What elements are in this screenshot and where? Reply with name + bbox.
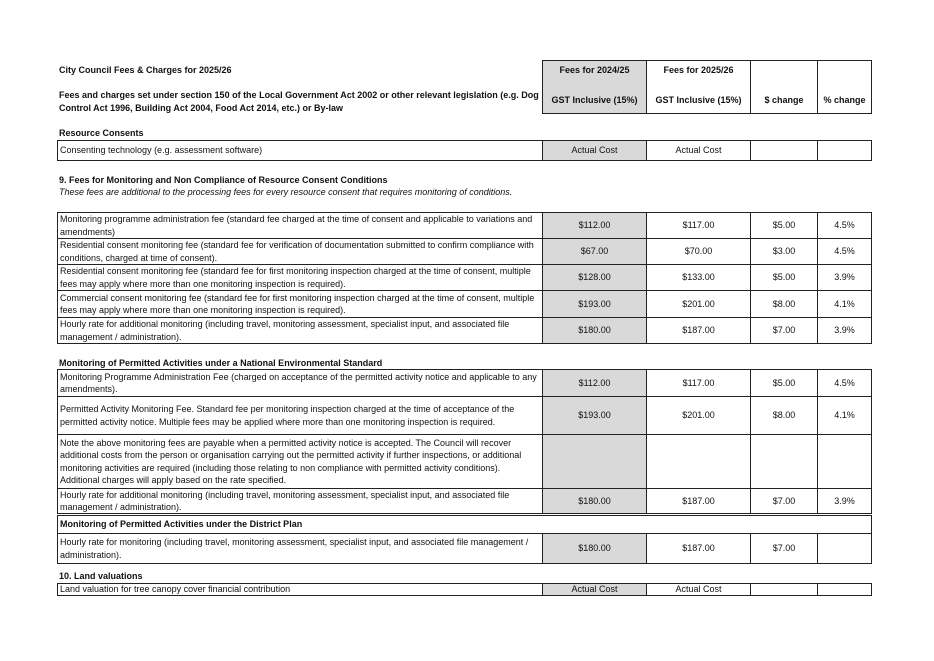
section-note-monitoring: These fees are additional to the processing fees for every resource consent that requires monitoring of conditions. — [59, 187, 513, 197]
cell-new: $133.00 — [646, 264, 751, 291]
cell-pct: 4.1% — [817, 290, 872, 318]
section-heading-nes: Monitoring of Permitted Activities under a National Environmental Standard — [59, 358, 383, 368]
cell-desc: Land valuation for tree canopy cover financial contribution — [57, 583, 543, 596]
cell-desc: Monitoring Programme Administration Fee (charged on acceptance of the permitted activity notice and applicable to any amendments). — [57, 369, 543, 397]
cell-dollar: $8.00 — [750, 396, 818, 435]
cell-pct: 4.5% — [817, 369, 872, 397]
col-header-prev — [542, 60, 647, 114]
cell-dollar: $5.00 — [750, 264, 818, 291]
col-header-pct-change-label: % change — [823, 95, 866, 105]
cell-pct — [817, 533, 872, 564]
cell-desc: Consenting technology (e.g. assessment software) — [57, 140, 543, 161]
cell-pct: 3.9% — [817, 317, 872, 344]
cell-new: $117.00 — [646, 369, 751, 397]
cell-dollar: $7.00 — [750, 533, 818, 564]
cell-dollar — [750, 140, 818, 161]
cell-prev — [542, 434, 647, 489]
col-header-pct-change — [817, 60, 872, 114]
cell-prev: $180.00 — [542, 533, 647, 564]
cell-desc: Commercial consent monitoring fee (standard fee for first monitoring inspection charged at the time of consent, multiple fees may apply where more than one monitoring inspection is required). — [57, 290, 543, 318]
cell-dollar: $8.00 — [750, 290, 818, 318]
cell-pct: 3.9% — [817, 264, 872, 291]
cell-dollar: $5.00 — [750, 212, 818, 239]
cell-prev: $193.00 — [542, 396, 647, 435]
cell-prev: $128.00 — [542, 264, 647, 291]
cell-desc: Permitted Activity Monitoring Fee. Standard fee per monitoring inspection charged at the time of acceptance of the permitted activity notice. Multiple fees may be applied where more than one monitoring inspection is required. — [57, 396, 543, 435]
cell-new: $187.00 — [646, 488, 751, 514]
section-heading-district-plan: Monitoring of Permitted Activities under the District Plan — [57, 515, 872, 534]
cell-new: Actual Cost — [646, 140, 751, 161]
section-heading-land-valuations: 10. Land valuations — [59, 571, 143, 581]
cell-dollar: $5.00 — [750, 369, 818, 397]
cell-new: $187.00 — [646, 317, 751, 344]
cell-pct — [817, 140, 872, 161]
cell-pct: 4.1% — [817, 396, 872, 435]
cell-new: $70.00 — [646, 238, 751, 265]
cell-new — [646, 434, 751, 489]
page-subtitle: Fees and charges set under section 150 of the Local Government Act 2002 or other relevant legislation (e.g. Dog Control Act 1996, Building Act 2004, Food Act 2014, etc.) or By-law — [59, 90, 539, 113]
cell-pct: 4.5% — [817, 212, 872, 239]
cell-prev: $112.00 — [542, 212, 647, 239]
cell-new: $201.00 — [646, 290, 751, 318]
cell-dollar — [750, 434, 818, 489]
cell-desc: Hourly rate for additional monitoring (including travel, monitoring assessment, specialist input, and associated file management / administration). — [57, 488, 543, 514]
cell-new: $187.00 — [646, 533, 751, 564]
cell-pct — [817, 583, 872, 596]
cell-desc: Hourly rate for monitoring (including travel, monitoring assessment, specialist input, and associated file management / administration). — [57, 533, 543, 564]
cell-dollar: $7.00 — [750, 317, 818, 344]
col-header-new-sub: GST Inclusive (15%) — [655, 95, 742, 105]
cell-desc: Residential consent monitoring fee (standard fee for verification of documentation submitted to confirm compliance with conditions, charged at time of consent). — [57, 238, 543, 265]
col-header-new — [646, 60, 751, 114]
cell-pct: 3.9% — [817, 488, 872, 514]
cell-dollar: $3.00 — [750, 238, 818, 265]
col-header-dollar-change — [750, 60, 818, 114]
cell-desc: Residential consent monitoring fee (standard fee for first monitoring inspection charged at the time of consent, multiple fees may apply where more than one monitoring inspection is required). — [57, 264, 543, 291]
cell-pct — [817, 434, 872, 489]
cell-new: Actual Cost — [646, 583, 751, 596]
cell-new: $117.00 — [646, 212, 751, 239]
col-header-prev-sub: GST Inclusive (15%) — [551, 95, 638, 105]
cell-prev: $180.00 — [542, 488, 647, 514]
cell-desc: Note the above monitoring fees are payable when a permitted activity notice is accepted. The Council will recover additional costs from the person or organisation carrying out the permitted activity if further inspections, or additional monitoring activities are required (including those relating to non compliance with permitted activity conditions). Additional charges will apply based on the rate specified. — [57, 434, 543, 489]
cell-prev: $193.00 — [542, 290, 647, 318]
cell-dollar — [750, 583, 818, 596]
page-title: City Council Fees & Charges for 2025/26 — [59, 65, 232, 75]
section-heading-monitoring: 9. Fees for Monitoring and Non Compliance of Resource Consent Conditions — [59, 175, 388, 185]
cell-dollar: $7.00 — [750, 488, 818, 514]
cell-desc: Hourly rate for additional monitoring (including travel, monitoring assessment, specialist input, and associated file management / administration). — [57, 317, 543, 344]
col-header-dollar-change-label: $ change — [764, 95, 804, 105]
cell-prev: $67.00 — [542, 238, 647, 265]
col-header-new-label: Fees for 2025/26 — [663, 65, 734, 75]
col-header-prev-label: Fees for 2024/25 — [559, 65, 630, 75]
cell-pct: 4.5% — [817, 238, 872, 265]
section-heading-resource-consents: Resource Consents — [59, 128, 144, 138]
cell-prev: $112.00 — [542, 369, 647, 397]
cell-new: $201.00 — [646, 396, 751, 435]
cell-prev: $180.00 — [542, 317, 647, 344]
cell-desc: Monitoring programme administration fee (standard fee charged at the time of consent and applicable to variations and amendments) — [57, 212, 543, 239]
cell-prev: Actual Cost — [542, 583, 647, 596]
cell-prev: Actual Cost — [542, 140, 647, 161]
